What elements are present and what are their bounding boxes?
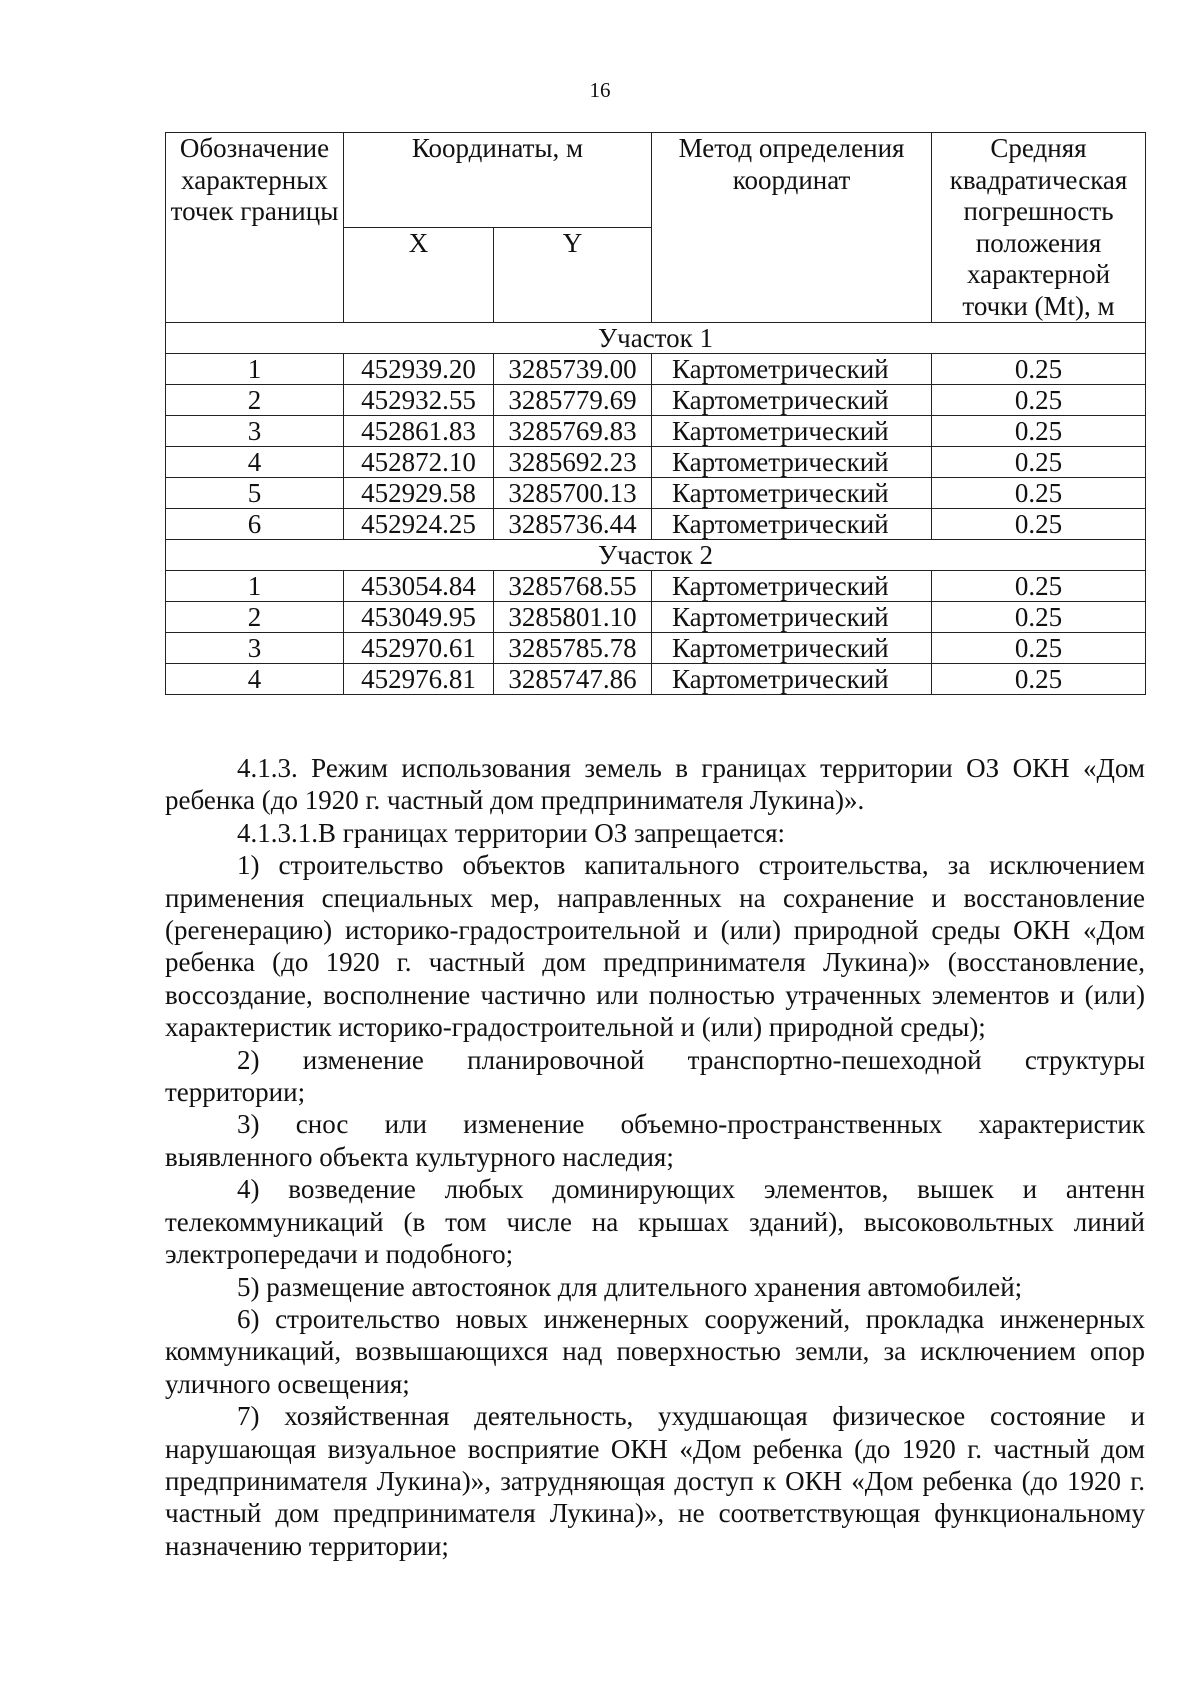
paragraph: 5) размещение автостоянок для длительного хранения автомобилей; <box>237 1271 1023 1302</box>
y-cell: 3285692.23 <box>494 447 652 478</box>
table-row <box>166 354 1146 385</box>
y-cell: 3285768.55 <box>494 571 652 602</box>
method-cell: Картометрический <box>652 385 932 416</box>
method-cell: Картометрический <box>652 571 932 602</box>
error-cell: 0.25 <box>932 602 1146 633</box>
x-cell: 452929.58 <box>344 478 494 509</box>
paragraph: 7) хозяйственная деятельность, ухудшающая физическое состояние и нарушающая визуальное восприятие ОКН «Дом ребенка (до 1920 г. частный дом предпринимателя Лукина)», затрудняющая доступ к ОКН «Дом ребенка (до 1920 г. частный дом предпринимателя Лукина)», не соответствующая функциональному назначению территории; <box>165 1401 1145 1561</box>
paragraph: 4) возведение любых доминирующих элементов, вышек и антенн телекоммуникаций (в том числе на крышах зданий), высоковольтных линий электропередачи и подобного; <box>165 1174 1145 1270</box>
y-cell: 3285801.10 <box>494 602 652 633</box>
point-cell: 1 <box>166 571 344 602</box>
header-coordinates: Координаты, м <box>344 133 652 228</box>
point-cell: 3 <box>166 633 344 664</box>
y-cell: 3285779.69 <box>494 385 652 416</box>
table-row <box>166 416 1146 447</box>
x-cell: 453049.95 <box>344 602 494 633</box>
table-row <box>166 447 1146 478</box>
x-cell: 452939.20 <box>344 354 494 385</box>
y-cell: 3285747.86 <box>494 664 652 695</box>
header-point: Обозначение характерных точек границы <box>166 133 344 323</box>
error-cell: 0.25 <box>932 478 1146 509</box>
table-row <box>166 509 1146 540</box>
y-cell: 3285739.00 <box>494 354 652 385</box>
method-cell: Картометрический <box>652 354 932 385</box>
x-cell: 452932.55 <box>344 385 494 416</box>
header-method: Метод определения координат <box>652 133 932 323</box>
paragraph: 6) строительство новых инженерных сооружений, прокладка инженерных коммуникаций, возвышающихся над поверхностью земли, за исключением опор уличного освещения; <box>165 1303 1145 1399</box>
error-cell: 0.25 <box>932 385 1146 416</box>
point-cell: 4 <box>166 447 344 478</box>
method-cell: Картометрический <box>652 416 932 447</box>
table-row <box>166 385 1146 416</box>
table-row <box>166 602 1146 633</box>
table-row <box>166 664 1146 695</box>
header-y: Y <box>494 228 652 323</box>
table-row <box>166 478 1146 509</box>
x-cell: 452976.81 <box>344 664 494 695</box>
table-header-row <box>166 133 1146 228</box>
method-cell: Картометрический <box>652 602 932 633</box>
paragraph: 1) строительство объектов капитального строительства, за исключением применения специальных мер, направленных на сохранение и восстановление (регенерацию) историко-градостроительной и (или) природной среды ОКН «Дом ребенка (до 1920 г. частный дом предпринимателя Лукина)» (восстановление, воссоздание, восполнение частично или полностью утраченных элементов и (или) характеристик историко-градостроительной и (или) природной среды); <box>165 850 1145 1043</box>
body-text <box>165 752 1145 1562</box>
section-title: Участок 2 <box>166 540 1146 571</box>
y-cell: 3285700.13 <box>494 478 652 509</box>
x-cell: 452872.10 <box>344 447 494 478</box>
paragraph: 4.1.3. Режим использования земель в границах территории ОЗ ОКН «Дом ребенка (до 1920 г. частный дом предпринимателя Лукина)». <box>165 753 1145 816</box>
method-cell: Картометрический <box>652 664 932 695</box>
point-cell: 5 <box>166 478 344 509</box>
x-cell: 452970.61 <box>344 633 494 664</box>
coordinates-table <box>165 132 1146 695</box>
page-number: 16 <box>589 78 611 102</box>
table-row <box>166 633 1146 664</box>
section-row <box>166 540 1146 571</box>
error-cell: 0.25 <box>932 664 1146 695</box>
x-cell: 452924.25 <box>344 509 494 540</box>
error-cell: 0.25 <box>932 416 1146 447</box>
error-cell: 0.25 <box>932 509 1146 540</box>
table-body <box>166 323 1146 695</box>
header-error: Средняя квадратическая погрешность положения характерной точки (Mt), м <box>932 133 1146 323</box>
y-cell: 3285736.44 <box>494 509 652 540</box>
point-cell: 6 <box>166 509 344 540</box>
x-cell: 452861.83 <box>344 416 494 447</box>
header-x: X <box>344 228 494 323</box>
y-cell: 3285769.83 <box>494 416 652 447</box>
error-cell: 0.25 <box>932 571 1146 602</box>
section-title: Участок 1 <box>166 323 1146 354</box>
point-cell: 2 <box>166 385 344 416</box>
table-row <box>166 571 1146 602</box>
point-cell: 4 <box>166 664 344 695</box>
y-cell: 3285785.78 <box>494 633 652 664</box>
point-cell: 3 <box>166 416 344 447</box>
method-cell: Картометрический <box>652 633 932 664</box>
method-cell: Картометрический <box>652 478 932 509</box>
paragraph: 3) снос или изменение объемно-пространственных характеристик выявленного объекта культурного наследия; <box>165 1109 1145 1172</box>
error-cell: 0.25 <box>932 633 1146 664</box>
point-cell: 2 <box>166 602 344 633</box>
method-cell: Картометрический <box>652 509 932 540</box>
paragraph: 2) изменение планировочной транспортно-пешеходной структуры территории; <box>165 1044 1145 1108</box>
method-cell: Картометрический <box>652 447 932 478</box>
paragraph: 4.1.3.1.В границах территории ОЗ запрещается: <box>237 817 786 848</box>
point-cell: 1 <box>166 354 344 385</box>
x-cell: 453054.84 <box>344 571 494 602</box>
section-row <box>166 323 1146 354</box>
error-cell: 0.25 <box>932 447 1146 478</box>
error-cell: 0.25 <box>932 354 1146 385</box>
